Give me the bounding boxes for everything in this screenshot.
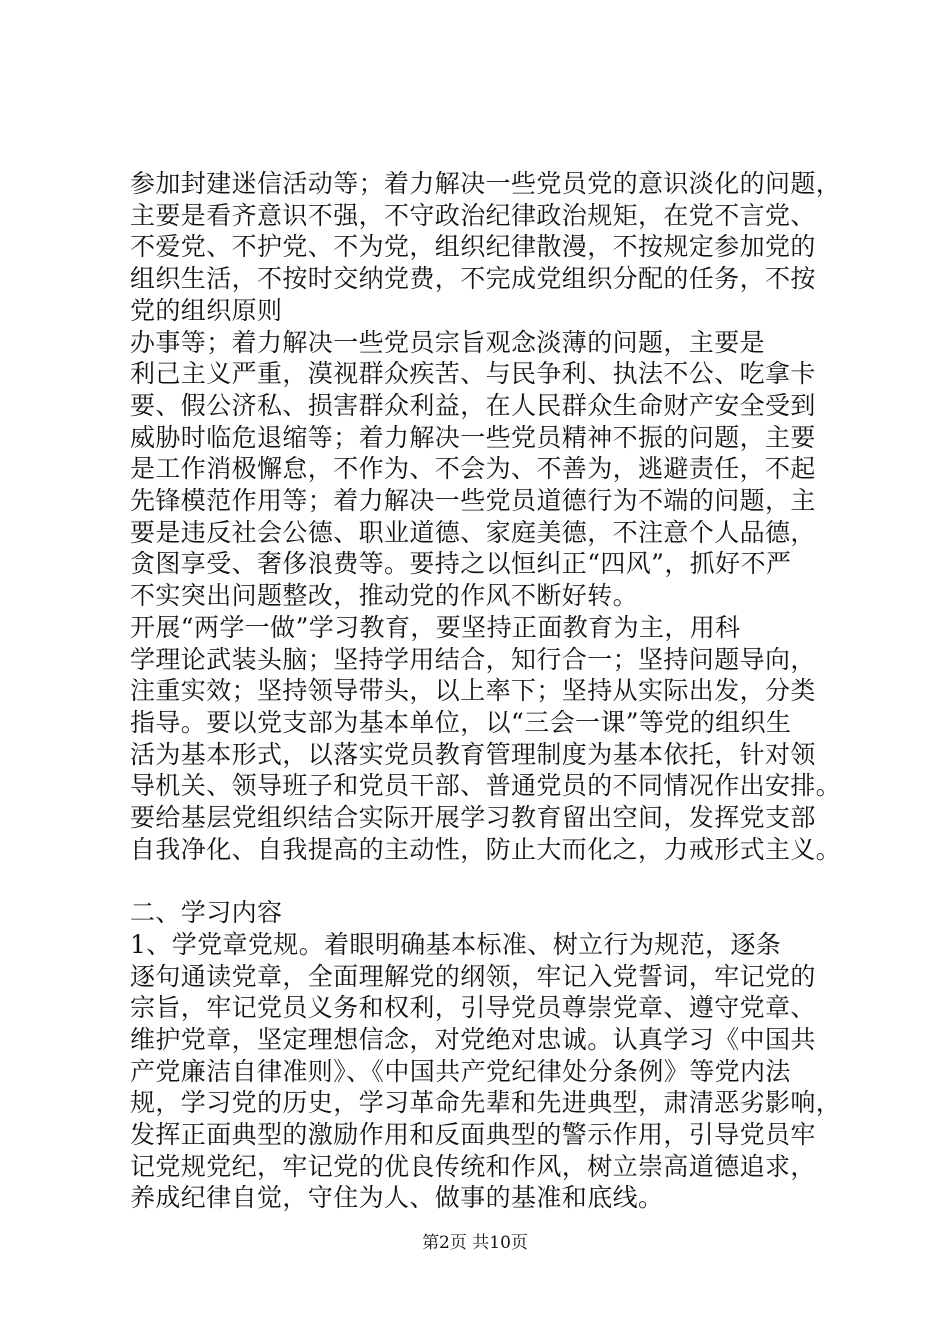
blank-line (130, 865, 835, 897)
text-line: 注重实效；坚持领导带头，以上率下；坚持从实际出发，分类 (130, 676, 816, 706)
text-line: 要是违反社会公德、职业道德、家庭美德，不注意个人品德， (130, 517, 816, 547)
text-line: 不实突出问题整改，推动党的作风不断好转。 (130, 581, 639, 611)
text-line: 开展“两学一做”学习教育，要坚持正面教育为主，用科 (130, 612, 741, 642)
text-line: 活为基本形式，以落实党员教育管理制度为基本依托，针对领 (130, 739, 816, 769)
text-line: 二、学习内容 (130, 898, 283, 928)
text-line: 组织生活，不按时交纳党费，不完成党组织分配的任务，不按 (130, 264, 816, 294)
text-line: 办事等；着力解决一些党员宗旨观念淡薄的问题，主要是 (130, 327, 766, 357)
text-line: 自我净化、自我提高的主动性，防止大而化之，力戒形式主义。 (130, 834, 842, 864)
text-line: 要、假公济私、损害群众利益，在人民群众生命财产安全受到 (130, 390, 816, 420)
text-line: 贪图享受、奢侈浪费等。要持之以恒纠正“四风”，抓好不严 (130, 549, 792, 579)
text-line: 发挥正面典型的激励作用和反面典型的警示作用，引导党员牢 (130, 1120, 816, 1150)
text-line: 维护党章，坚定理想信念，对党绝对忠诚。认真学习《中国共 (130, 1024, 816, 1054)
text-line: 产党廉洁自律准则》、《中国共产党纪律处分条例》等党内法 (130, 1056, 791, 1086)
text-line: 参加封建迷信活动等；着力解决一些党员党的意识淡化的问题， (130, 169, 842, 198)
text-line: 规，学习党的历史，学习革命先辈和先进典型，肃清恶劣影响， (130, 1088, 842, 1118)
text-line: 宗旨，牢记党员义务和权利，引导党员尊崇党章、遵守党章、 (130, 993, 816, 1023)
text-line: 先锋模范作用等；着力解决一些党员道德行为不端的问题，主 (130, 486, 816, 516)
text-line: 导机关、领导班子和党员干部、普通党员的不同情况作出安排。 (130, 771, 842, 801)
text-line: 记党规党纪，牢记党的优良传统和作风，树立崇高道德追求， (130, 1151, 816, 1181)
page-footer: 第2页 共10页 (422, 1233, 528, 1253)
text-line: 利己主义严重，漠视群众疾苦、与民争利、执法不公、吃拿卡 (130, 359, 816, 389)
text-line: 养成纪律自觉，守住为人、做事的基准和底线。 (130, 1183, 664, 1213)
text-line: 要给基层党组织结合实际开展学习教育留出空间，发挥党支部 (130, 803, 816, 833)
text-line: 威胁时临危退缩等；着力解决一些党员精神不振的问题，主要 (130, 422, 816, 452)
text-line: 不爱党、不护党、不为党，组织纪律散漫，不按规定参加党的 (130, 232, 816, 262)
text-line: 逐句通读党章，全面理解党的纲领，牢记入党誓词，牢记党的 (130, 961, 816, 991)
text-line: 是工作消极懈怠，不作为、不会为、不善为，逃避责任，不起 (130, 454, 816, 484)
text-line: 1、学党章党规。着眼明确基本标准、树立行为规范，逐条 (130, 929, 782, 959)
text-line: 学理论武装头脑；坚持学用结合，知行合一；坚持问题导向， (130, 644, 816, 674)
text-line: 主要是看齐意识不强，不守政治纪律政治规矩，在党不言党、 (130, 200, 816, 230)
text-line: 党的组织原则 (130, 295, 283, 325)
document-body (130, 168, 842, 1214)
text-line: 指导。要以党支部为基本单位，以“三会一课”等党的组织生 (130, 707, 792, 737)
